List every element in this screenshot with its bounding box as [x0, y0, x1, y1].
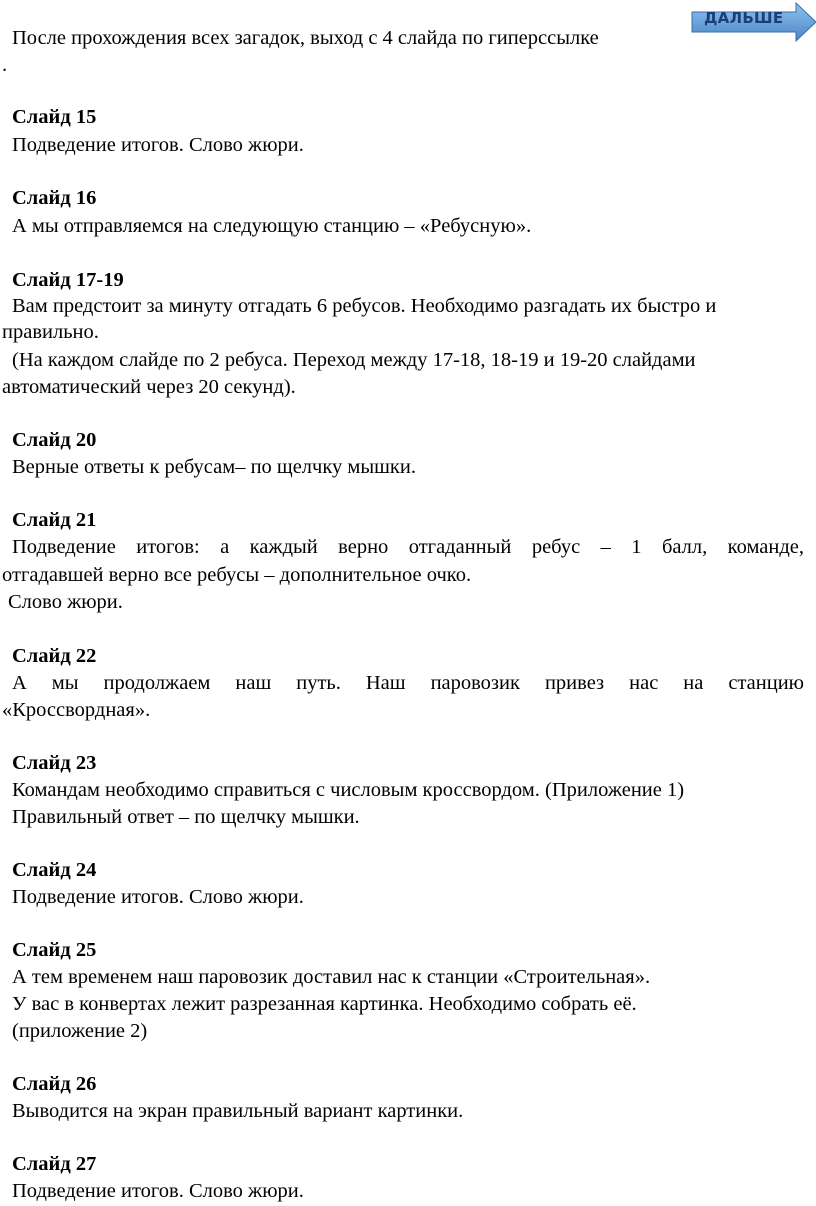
- slide-text: Командам необходимо справиться с числовым кроссвордом. (Приложение 1): [12, 779, 685, 801]
- slide-text: А мы продолжаем наш путь. Наш паровозик привез нас на станцию: [12, 672, 804, 694]
- slide-text: У вас в конвертах лежит разрезанная картинка. Необходимо собрать её.: [12, 993, 637, 1015]
- slide-text: «Кроссвордная».: [2, 699, 151, 721]
- slide-text: Подведение итогов. Слово жюри.: [12, 1180, 304, 1202]
- slide-text: Подведение итогов. Слово жюри.: [12, 134, 304, 156]
- next-button-label: ДАЛЬШЕ: [704, 9, 784, 27]
- slide-heading: Слайд 20: [12, 429, 97, 451]
- slide-text: Вам предстоит за минуту отгадать 6 ребусов. Необходимо разгадать их быстро и: [12, 295, 717, 317]
- slide-text: правильно.: [2, 321, 99, 343]
- slide-text: А мы отправляемся на следующую станцию – «Ребусную».: [12, 215, 532, 237]
- slide-text: (На каждом слайде по 2 ребуса. Переход между 17-18, 18-19 и 19-20 слайдами: [12, 349, 696, 371]
- slide-text: Подведение итогов. Слово жюри.: [12, 886, 304, 908]
- slide-heading: Слайд 17-19: [12, 269, 124, 291]
- slide-heading: Слайд 22: [12, 645, 97, 667]
- slide-heading: Слайд 15: [12, 106, 97, 128]
- slide-text: Слово жюри.: [8, 591, 123, 613]
- slide-text: (приложение 2): [12, 1020, 148, 1042]
- slide-text: Подведение итогов: а каждый верно отгаданный ребус – 1 балл, команде,: [12, 536, 804, 558]
- intro-text: После прохождения всех загадок, выход с 4 слайда по гиперссылке: [12, 27, 599, 49]
- slide-heading: Слайд 21: [12, 509, 97, 531]
- slide-text: отгадавшей верно все ребусы – дополнительное очко.: [2, 564, 472, 586]
- slide-text: А тем временем наш паровозик доставил нас к станции «Строительная».: [12, 966, 651, 988]
- next-button[interactable]: [690, 2, 816, 46]
- slide-text: Выводится на экран правильный вариант картинки.: [12, 1100, 464, 1122]
- intro-dot: .: [2, 54, 8, 76]
- slide-text: Правильный ответ – по щелчку мышки.: [12, 806, 360, 828]
- slide-text: автоматический через 20 секунд).: [2, 376, 296, 398]
- slide-heading: Слайд 24: [12, 859, 97, 881]
- slide-heading: Слайд 27: [12, 1153, 97, 1175]
- slide-text: Верные ответы к ребусам– по щелчку мышки.: [12, 456, 416, 478]
- slide-heading: Слайд 25: [12, 939, 97, 961]
- slide-heading: Слайд 23: [12, 752, 97, 774]
- slide-heading: Слайд 26: [12, 1073, 97, 1095]
- slide-heading: Слайд 16: [12, 187, 97, 209]
